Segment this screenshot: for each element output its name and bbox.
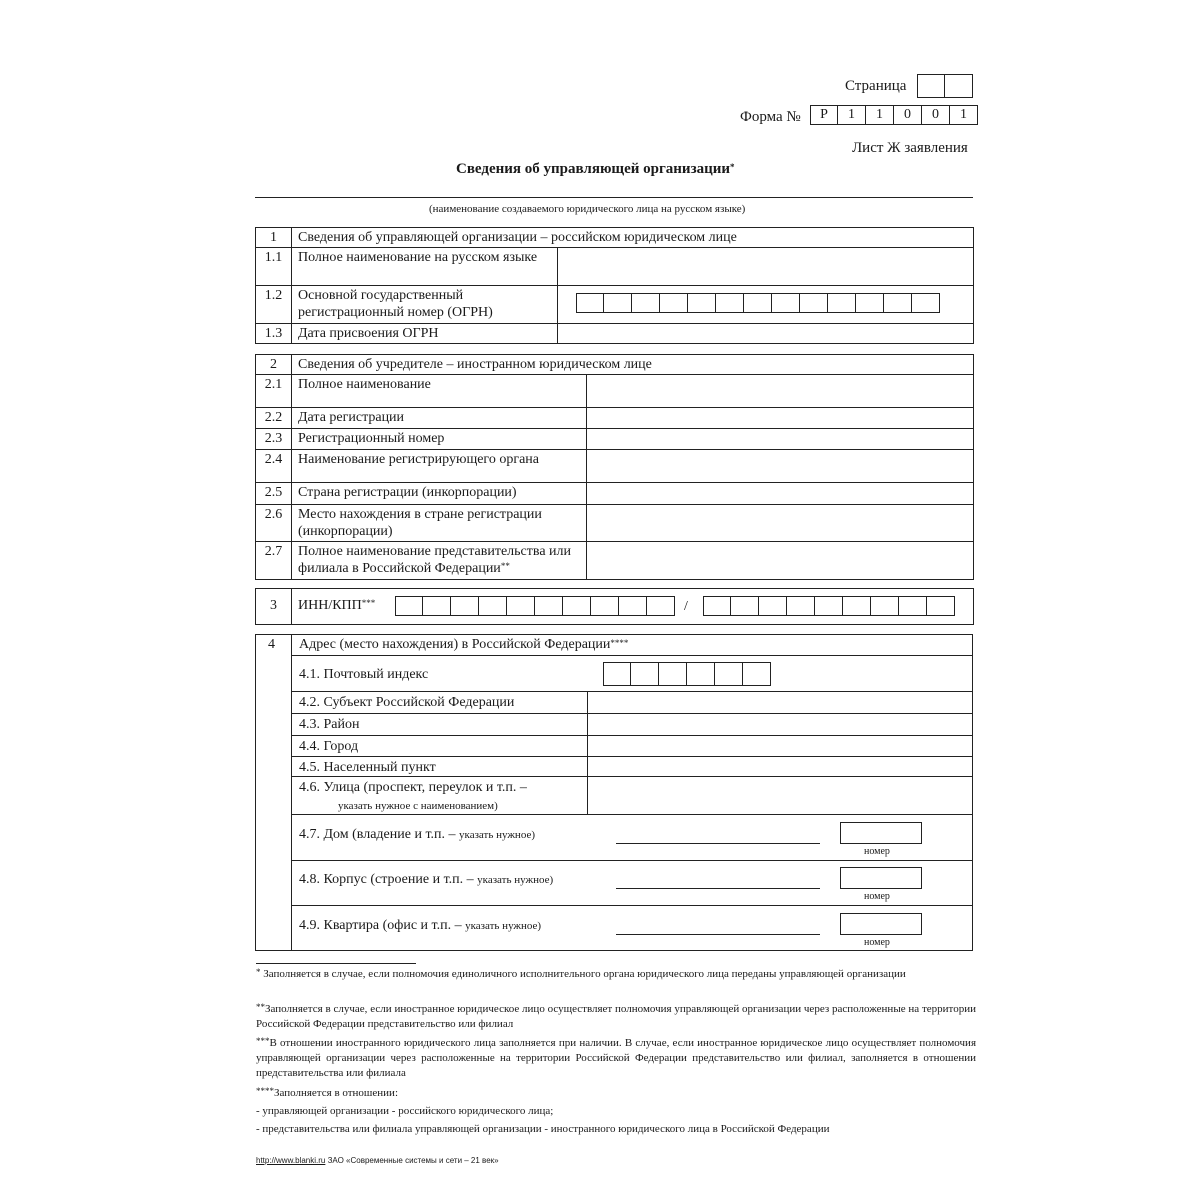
section-4-number: 4 — [268, 637, 275, 652]
page-label: Страница — [845, 78, 907, 94]
footnote-separator — [256, 963, 416, 964]
registration-country-field[interactable] — [587, 483, 974, 505]
section-4-title — [299, 637, 628, 653]
row-label: Место нахождения в стране регистрации (инкорпорации) — [292, 505, 587, 542]
form-code-char: 1 — [866, 105, 894, 125]
inn-cells[interactable] — [395, 596, 675, 616]
house-number-field[interactable] — [840, 822, 922, 844]
building-type-field[interactable] — [616, 888, 820, 889]
section-3-table — [255, 588, 974, 625]
registration-number-field[interactable] — [587, 429, 974, 450]
row-label: 4.2. Субъект Российской Федерации — [299, 695, 515, 710]
postal-code-cells[interactable] — [603, 662, 771, 686]
footnote-mark: ** — [500, 561, 510, 571]
row-label — [299, 827, 535, 843]
footnote-text: Заполняется в отношении: — [274, 1087, 399, 1099]
branch-name-field[interactable] — [587, 542, 974, 580]
row-label: Дата регистрации — [292, 408, 587, 429]
row-label: 4.4. Город — [299, 739, 359, 754]
row-label: 4.3. Район — [299, 717, 360, 732]
section-4-title-text: Адрес (место нахождения) в Российской Федерации — [299, 637, 611, 652]
section-2-table — [255, 354, 974, 580]
row-divider — [291, 814, 973, 815]
location-field[interactable] — [587, 505, 974, 542]
row-number: 2.5 — [256, 483, 292, 505]
section-1-title: Сведения об управляющей организации – российском юридическом лице — [292, 228, 974, 248]
row-note: указать нужное) — [477, 874, 554, 886]
form-code-cells — [810, 105, 978, 125]
house-type-field[interactable] — [616, 843, 820, 844]
footnote-text: Заполняется в случае, если иностранное юридическое лицо осуществляет полномочия управляющей организации через расположенные на территории Российской Федерации представительство или филиал — [256, 1003, 976, 1030]
name-caption: (наименование создаваемого юридического лица на русском языке) — [429, 203, 746, 215]
ogrn-field[interactable] — [558, 286, 974, 324]
row-label: Дата присвоения ОГРН — [292, 324, 558, 344]
page-title — [456, 161, 735, 177]
registration-date-field[interactable] — [587, 408, 974, 429]
form-code-char: 0 — [894, 105, 922, 125]
form-code-char: 1 — [950, 105, 978, 125]
row-label: Полное наименование — [292, 375, 587, 408]
kpp-cells[interactable] — [703, 596, 955, 616]
footer — [256, 1156, 499, 1166]
section-1-table — [255, 227, 974, 344]
section-4-divider — [291, 634, 292, 951]
footer-company: ЗАО «Современные системы и сети – 21 век» — [325, 1156, 499, 1165]
footer-link[interactable]: http://www.blanki.ru — [256, 1156, 326, 1165]
founder-name-field[interactable] — [587, 375, 974, 408]
row-label: Наименование регистрирующего органа — [292, 450, 587, 483]
inn-kpp-separator: / — [684, 599, 688, 614]
footnote — [256, 1002, 976, 1032]
row-divider — [291, 655, 973, 656]
row-number: 2.7 — [256, 542, 292, 580]
footnote — [256, 1122, 976, 1137]
footnote — [256, 1104, 976, 1119]
footnote-mark: **** — [610, 638, 629, 648]
footnote-text: В отношении иностранного юридического лица заполняется при наличии. В случае, если иностранное юридическое лицо осуществляет полномочия управляющей организации через расположенные на территории Российской Федерации представительство или филиал, заполняется в отношении представительства или филиала — [256, 1037, 976, 1079]
form-label: Форма № — [740, 109, 801, 125]
footnote — [256, 1086, 976, 1101]
street-field[interactable] — [588, 777, 973, 814]
page-number-cells[interactable] — [917, 74, 973, 98]
footnote-mark: ** — [256, 1002, 265, 1012]
ogrn-cells[interactable] — [576, 293, 940, 313]
row-label: Основной государственный регистрационный номер (ОГРН) — [292, 286, 558, 324]
row-note: указать нужное с наименованием) — [338, 800, 498, 812]
row-number: 1.2 — [256, 286, 292, 324]
sheet-label: Лист Ж заявления — [852, 140, 968, 156]
locality-field[interactable] — [588, 757, 973, 776]
title-footnote-mark: * — [730, 162, 735, 172]
section-2-title: Сведения об учредителе – иностранном юридическом лице — [292, 355, 974, 375]
row-note: указать нужное) — [459, 829, 536, 841]
name-input-line[interactable] — [255, 197, 973, 198]
footnote — [256, 967, 976, 982]
ogrn-date-field[interactable] — [558, 324, 974, 344]
city-field[interactable] — [588, 736, 973, 756]
row-label-text: Полное наименование представительства или филиала в Российской Федерации — [298, 544, 571, 576]
row-number: 2.1 — [256, 375, 292, 408]
form-code-char: Р — [810, 105, 838, 125]
row-label: Регистрационный номер — [292, 429, 587, 450]
row-label — [299, 918, 541, 934]
row-number: 1.1 — [256, 248, 292, 286]
footnote-mark: * — [256, 967, 261, 977]
page-title-text: Сведения об управляющей организации — [456, 161, 731, 177]
district-field[interactable] — [588, 714, 973, 735]
inn-kpp-label: ИНН/КПП — [298, 598, 362, 613]
row-label: 4.1. Почтовый индекс — [299, 667, 429, 682]
footnote-mark: *** — [256, 1036, 270, 1046]
section-1-number: 1 — [256, 228, 292, 248]
form-code-char: 1 — [838, 105, 866, 125]
row-label — [292, 542, 587, 580]
section-3-number: 3 — [256, 589, 292, 625]
number-caption: номер — [864, 937, 890, 948]
row-label: 4.6. Улица (проспект, переулок и т.п. – — [299, 780, 527, 795]
row-label — [299, 872, 553, 888]
footnote-mark: *** — [361, 598, 376, 608]
row-label: Страна регистрации (инкорпорации) — [292, 483, 587, 505]
row-number: 1.3 — [256, 324, 292, 344]
row-label-text: 4.7. Дом (владение и т.п. – — [299, 827, 460, 842]
row-number: 2.3 — [256, 429, 292, 450]
row-label: 4.5. Населенный пункт — [299, 760, 436, 775]
region-field[interactable] — [588, 692, 973, 713]
section-2-number: 2 — [256, 355, 292, 375]
row-label-text: 4.8. Корпус (строение и т.п. – — [299, 872, 478, 887]
footnote-text: - управляющей организации - российского юридического лица; — [256, 1105, 554, 1117]
apartment-number-field[interactable] — [840, 913, 922, 935]
row-number: 2.4 — [256, 450, 292, 483]
footnote — [256, 1036, 976, 1081]
row-divider — [291, 905, 973, 906]
footnote-text: Заполняется в случае, если полномочия единоличного исполнительного органа юридического лица переданы управляющей организации — [260, 968, 906, 980]
number-caption: номер — [864, 846, 890, 857]
number-caption: номер — [864, 891, 890, 902]
row-label: Полное наименование на русском языке — [292, 248, 558, 286]
footnote-text: - представительства или филиала управляющей организации - иностранного юридического лица в Российской Федерации — [256, 1123, 830, 1135]
row-divider — [291, 860, 973, 861]
inn-kpp-row — [292, 589, 974, 625]
footnote-mark: **** — [256, 1086, 274, 1096]
row-number: 2.6 — [256, 505, 292, 542]
form-code-char: 0 — [922, 105, 950, 125]
row-label-text: 4.9. Квартира (офис и т.п. – — [299, 918, 466, 933]
row-number: 2.2 — [256, 408, 292, 429]
full-name-field[interactable] — [558, 248, 974, 286]
building-number-field[interactable] — [840, 867, 922, 889]
apartment-type-field[interactable] — [616, 934, 820, 935]
row-note: указать нужное) — [465, 920, 542, 932]
registering-authority-field[interactable] — [587, 450, 974, 483]
